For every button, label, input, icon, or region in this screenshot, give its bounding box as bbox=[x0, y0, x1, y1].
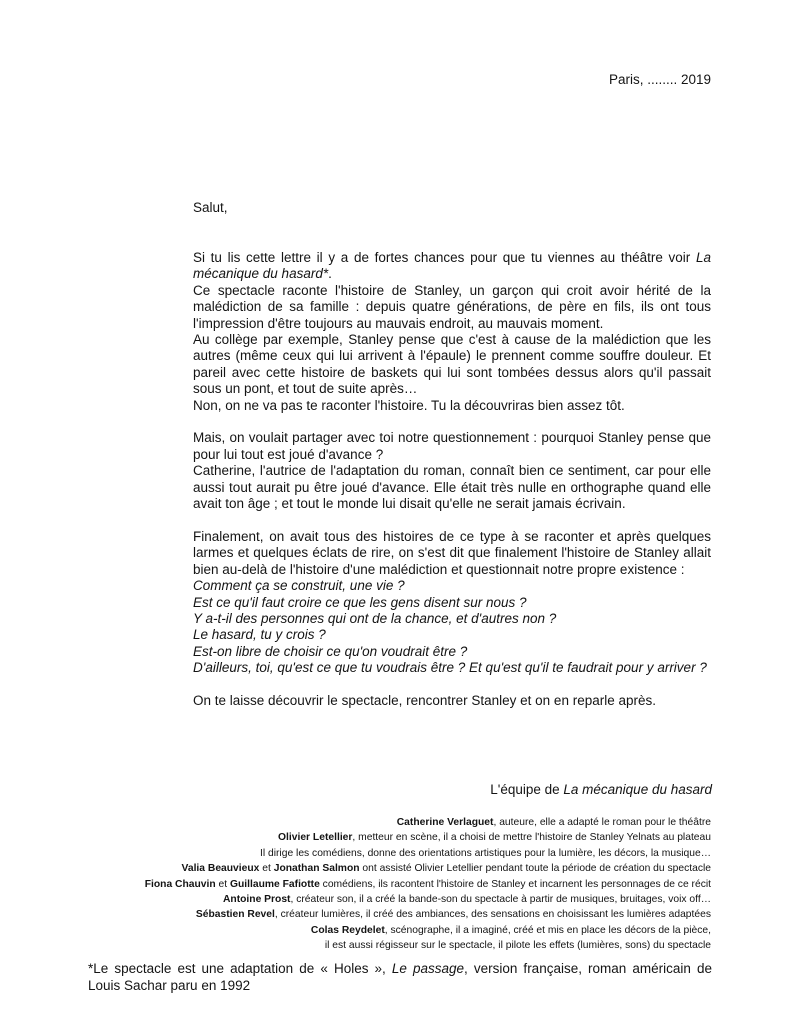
paragraph-group-existence bbox=[193, 529, 711, 677]
credit-role-text: , créateur lumières, il créé des ambiances, des sensations en choisissant les lumières adaptées bbox=[274, 909, 711, 921]
paragraph-group-questionnement bbox=[193, 430, 711, 512]
paragraph: Ce spectacle raconte l'histoire de Stanley, un garçon qui croit avoir hérité de la malédiction de sa famille : depuis quatre générations, de père en fils, ils ont tous l'impression d'être toujours au mauvais endroit, au mauvais moment. bbox=[193, 282, 711, 331]
paragraph: Catherine, l'autrice de l'adaptation du roman, connaît bien ce sentiment, car pour elle aussi tout aurait pu être joué d'avance. Elle était très nulle en orthographe quand elle avait ton âge ; et tout le monde lui disait qu'elle ne serait jamais écrivain. bbox=[193, 463, 711, 512]
credit-line bbox=[40, 815, 711, 830]
paragraph-group-closing bbox=[193, 693, 711, 709]
credit-person-name: Antoine Prost bbox=[222, 894, 291, 906]
question-line: Est-on libre de choisir ce qu'on voudrait être ? bbox=[193, 643, 468, 659]
show-title-italic: La mécanique du hasard* bbox=[193, 250, 711, 282]
credit-role-text: Il dirige les comédiens, donne des orientations artistiques pour la lumière, les décors, la musique… bbox=[259, 847, 711, 859]
credit-role-text: comédiens, ils racontent l'histoire de Stanley et incarnent les personnages de ce récit bbox=[319, 878, 711, 890]
credit-line bbox=[40, 907, 711, 922]
footnote bbox=[88, 960, 712, 994]
credit-role-text: , scénographe, il a imaginé, créé et mis en place les décors de la pièce, bbox=[384, 924, 711, 936]
letter-signature bbox=[193, 782, 712, 797]
paragraph: Finalement, on avait tous des histoires de ce type à se raconter et après quelques larmes et quelques éclats de rire, on s'est dit que finalement l'histoire de Stanley allait bien au-delà de l'histoire d'une malédiction et questionnait notre propre existence : bbox=[193, 528, 711, 577]
question-line: Y a-t-il des personnes qui ont de la chance, et d'autres non ? bbox=[193, 610, 557, 626]
credit-line bbox=[40, 892, 711, 907]
credit-person-name-2: Guillaume Fafiotte bbox=[229, 878, 320, 890]
paragraph-text: . bbox=[328, 266, 332, 282]
credit-role-text: il est aussi régisseur sur le spectacle, il pilote les effets (lumières, sons) du spectacle bbox=[324, 940, 711, 952]
footnote-text: , version française, roman américain de Louis Sachar paru en 1992 bbox=[88, 961, 712, 993]
credit-line bbox=[40, 861, 711, 876]
paragraph: Au collège par exemple, Stanley pense que c'est à cause de la malédiction que les autres (même ceux qui lui arrivent à l'épaule) le prennent comme souffre douleur. Et pareil avec cette histoire de baskets qui lui sont tombées dessus alors qu'il passait sous un pont, et tout de suite après… bbox=[193, 332, 711, 397]
question-line: Est ce qu'il faut croire ce que les gens disent sur nous ? bbox=[193, 594, 527, 610]
letter-salutation: Salut, bbox=[193, 200, 228, 215]
paragraph bbox=[193, 250, 711, 283]
paragraph: Non, on ne va pas te raconter l'histoire. Tu la découvriras bien assez tôt. bbox=[193, 397, 625, 413]
credit-person-name: Sébastien Revel bbox=[195, 909, 275, 921]
credit-connector: et bbox=[259, 863, 274, 875]
credit-role-text: , auteure, elle a adapté le roman pour le théâtre bbox=[493, 817, 711, 828]
credit-role-text: , créateur son, il a créé la bande-son du spectacle à partir de musiques, bruitages, voix off… bbox=[290, 894, 711, 906]
credit-line bbox=[40, 846, 711, 861]
credit-line bbox=[40, 877, 711, 892]
credits-block bbox=[40, 815, 711, 954]
paragraph: Mais, on voulait partager avec toi notre questionnement : pourquoi Stanley pense que pour lui tout est joué d'avance ? bbox=[193, 430, 711, 462]
credit-role-text: ont assisté Olivier Letellier pendant toute la période de création du spectacle bbox=[359, 863, 711, 875]
footnote-book-title-italic: Le passage bbox=[391, 961, 465, 976]
question-line: D'ailleurs, toi, qu'est ce que tu voudrais être ? Et qu'est qu'il te faudrait pour y arriver ? bbox=[193, 660, 707, 676]
signature-show-title-italic: La mécanique du hasard bbox=[563, 782, 712, 797]
question-line: Comment ça se construit, une vie ? bbox=[193, 578, 405, 594]
paragraph-group-intro bbox=[193, 250, 711, 414]
credit-person-name: Olivier Letellier bbox=[278, 832, 353, 844]
credit-person-name-2: Jonathan Salmon bbox=[273, 863, 360, 875]
credit-line bbox=[40, 830, 711, 845]
credit-line bbox=[40, 923, 711, 938]
credit-role-text: , metteur en scène, il a choisi de mettre l'histoire de Stanley Yelnats au plateau bbox=[352, 832, 711, 844]
credit-person-name: Valia Beauvieux bbox=[181, 863, 260, 875]
question-line: Le hasard, tu y crois ? bbox=[193, 627, 326, 643]
letter-body bbox=[193, 250, 711, 709]
letter-date: Paris, ........ 2019 bbox=[608, 72, 711, 87]
paragraph-text: Si tu lis cette lettre il y a de fortes chances pour que tu viennes au théâtre voir bbox=[193, 250, 696, 265]
footnote-text: *Le spectacle est une adaptation de « Holes », bbox=[88, 961, 392, 976]
credit-person-name: Catherine Verlaguet bbox=[396, 817, 494, 828]
credit-connector: et bbox=[215, 878, 230, 890]
signature-prefix: L'équipe de bbox=[490, 782, 564, 797]
credit-person-name: Fiona Chauvin bbox=[144, 878, 216, 890]
closing-line: On te laisse découvrir le spectacle, rencontrer Stanley et on en reparle après. bbox=[193, 692, 656, 708]
credit-line bbox=[40, 938, 711, 953]
credit-person-name: Colas Reydelet bbox=[310, 924, 385, 936]
